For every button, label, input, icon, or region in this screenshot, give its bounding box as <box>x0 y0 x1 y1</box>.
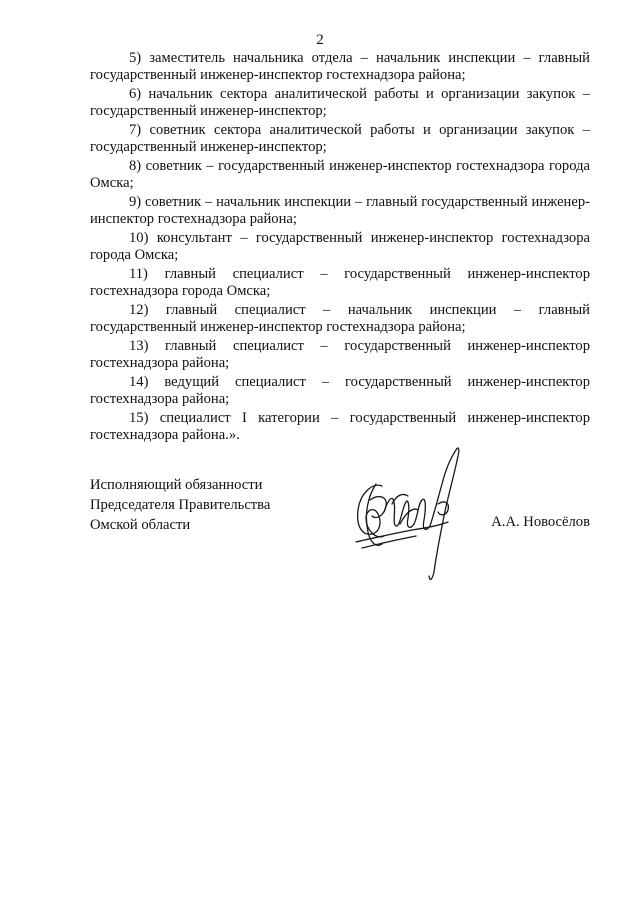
signatory-position-line-1: Исполняющий обязанности <box>90 477 263 493</box>
signatory-name: А.А. Новосёлов <box>491 514 590 530</box>
list-item-12: 12) главный специалист – начальник инспекции – главный государственный инженер-инспектор гостехнадзора района; <box>90 302 590 336</box>
list-item-10: 10) консультант – государственный инженер-инспектор гостехнадзора города Омска; <box>90 230 590 264</box>
list-item-11: 11) главный специалист – государственный инженер-инспектор гостехнадзора города Омска; <box>90 266 590 300</box>
list-item-14: 14) ведущий специалист – государственный инженер-инспектор гостехнадзора района; <box>90 374 590 408</box>
list-item-13: 13) главный специалист – государственный инженер-инспектор гостехнадзора района; <box>90 338 590 372</box>
list-item-15: 15) специалист I категории – государственный инженер-инспектор гостехнадзора района.». <box>90 410 590 444</box>
list-item-9: 9) советник – начальник инспекции – главный государственный инженер-инспектор гостехнадзора района; <box>90 194 590 228</box>
page-number: 2 <box>316 32 324 48</box>
signatory-position <box>90 475 270 535</box>
handwritten-signature <box>342 444 472 584</box>
signatory-position-line-2: Председателя Правительства <box>90 497 271 513</box>
document-body <box>90 50 590 445</box>
list-item-6: 6) начальник сектора аналитической работы и организации закупок – государственный инженер-инспектор; <box>90 86 590 120</box>
signatory-position-line-3: Омской области <box>90 517 191 533</box>
list-item-5: 5) заместитель начальника отдела – начальник инспекции – главный государственный инженер-инспектор гостехнадзора района; <box>90 50 590 84</box>
list-item-8: 8) советник – государственный инженер-инспектор гостехнадзора города Омска; <box>90 158 590 192</box>
list-item-7: 7) советник сектора аналитической работы и организации закупок – государственный инженер-инспектор; <box>90 122 590 156</box>
